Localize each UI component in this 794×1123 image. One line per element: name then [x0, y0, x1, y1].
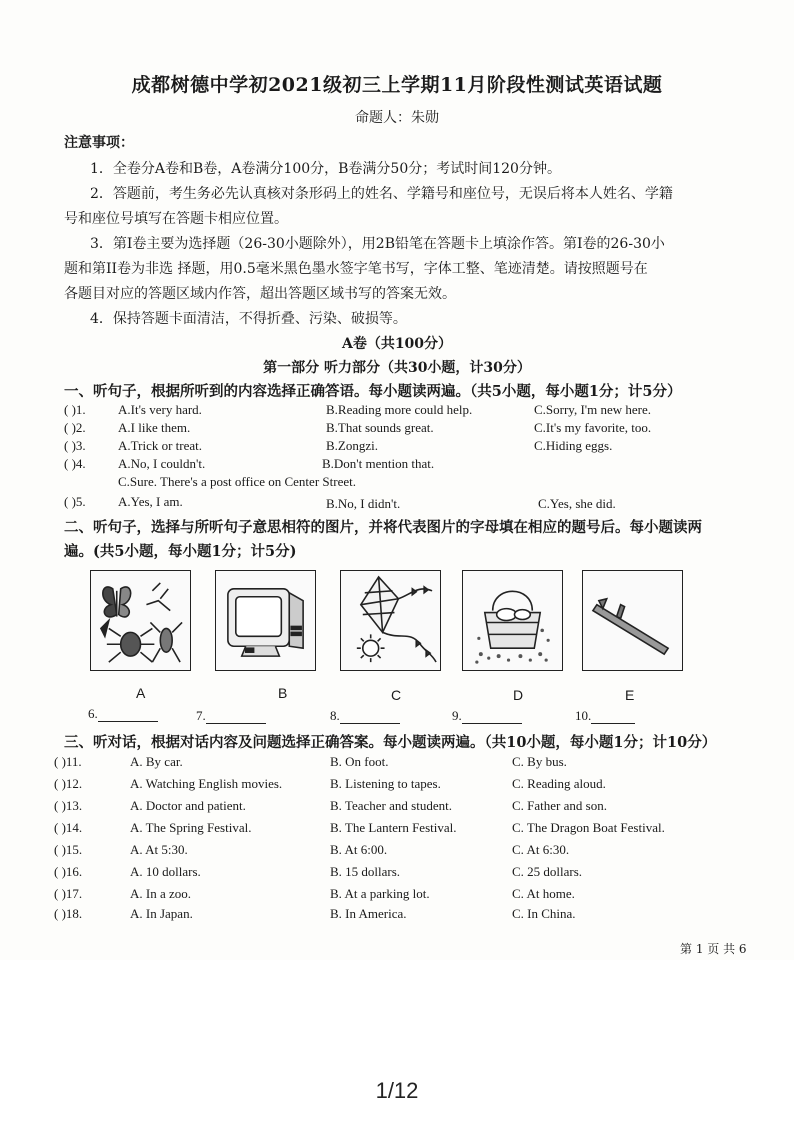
- q5-num: ( )5.: [64, 494, 86, 509]
- q12-option-b: B. Listening to tapes.: [330, 776, 441, 791]
- q14-option-c: C. The Dragon Boat Festival.: [512, 820, 665, 835]
- volume-heading: A卷（共100分）: [341, 336, 453, 352]
- blank-9-line[interactable]: [462, 709, 522, 724]
- insects-icon: [91, 571, 190, 670]
- picture-a: [90, 570, 191, 671]
- notice-heading: 注意事项：: [64, 135, 134, 151]
- blank-10-line[interactable]: [591, 709, 635, 724]
- picture-b-label: B: [278, 685, 288, 701]
- picture-a-label: A: [136, 685, 146, 701]
- section2-heading-cont: 遍。(共5小题，每小题1分；计5分): [64, 543, 297, 560]
- q2-num: ( )2.: [64, 420, 86, 435]
- q13-option-a: A. Doctor and patient.: [130, 798, 246, 813]
- q17-num: ( )17.: [54, 886, 83, 901]
- q11-num: ( )11.: [54, 754, 82, 769]
- picture-c: [340, 570, 441, 671]
- notice-item-2: 2．答题前，考生务必先认真核对条形码上的姓名、学籍号和座位号，无误后将本人姓名、学籍: [90, 186, 673, 202]
- q18-num: ( )18.: [54, 906, 83, 921]
- picture-d-label: D: [513, 687, 524, 703]
- q11-option-c: C. By bus.: [512, 754, 567, 769]
- q1-option-b: B.Reading more could help.: [326, 402, 473, 417]
- q16-option-a: A. 10 dollars.: [130, 864, 201, 879]
- q17-option-c: C. At home.: [512, 886, 575, 901]
- q1-option-c: C.Sorry, I'm new here.: [534, 402, 652, 417]
- computer-icon: [216, 571, 315, 670]
- q3-option-c: C.Hiding eggs.: [534, 438, 613, 453]
- blank-10[interactable]: [575, 708, 635, 724]
- q5-option-c: C.Yes, she did.: [538, 496, 616, 511]
- q17-option-b: B. At a parking lot.: [330, 886, 430, 901]
- section2-heading: 二、听句子，选择与所听句子意思相符的图片，并将代表图片的字母填在相应的题号后。每小题读两: [64, 519, 702, 536]
- q16-option-c: C. 25 dollars.: [512, 864, 583, 879]
- notice-item-3-cont: 题和第II卷为非选 择题，用0.5毫米黑色墨水签字笔书写，字体工整、笔迹清楚。请按照题号在: [64, 261, 648, 277]
- blank-10-num: 10.: [575, 708, 592, 723]
- q12-option-a: A. Watching English movies.: [130, 776, 283, 791]
- q3-option-b: B.Zongzi.: [326, 438, 378, 453]
- q14-num: ( )14.: [54, 820, 83, 835]
- q14-option-a: A. The Spring Festival.: [130, 820, 252, 835]
- q11-option-b: B. On foot.: [330, 754, 389, 769]
- q14-option-b: B. The Lantern Festival.: [330, 820, 457, 835]
- blank-8-num: 8.: [330, 708, 340, 723]
- blank-8-line[interactable]: [340, 709, 400, 724]
- blank-6[interactable]: [88, 706, 158, 722]
- blank-7[interactable]: [196, 708, 266, 724]
- q3-option-a: A.Trick or treat.: [118, 438, 203, 453]
- q12-option-c: C. Reading aloud.: [512, 776, 606, 791]
- setter-line: 命题人：朱勋: [355, 110, 439, 126]
- q2-option-b: B.That sounds great.: [326, 420, 434, 435]
- q13-option-b: B. Teacher and student.: [330, 798, 452, 813]
- part1-heading: 第一部分 听力部分（共30小题，计30分）: [263, 360, 531, 376]
- notice-item-1: 1．全卷分A卷和B卷，A卷满分100分，B卷满分50分；考试时间120分钟。: [90, 161, 561, 177]
- picture-d: [462, 570, 563, 671]
- notice-item-4: 4．保持答题卡面清洁，不得折叠、污染、破损等。: [90, 311, 407, 327]
- q3-num: ( )3.: [64, 438, 86, 453]
- q1-num: ( )1.: [64, 402, 86, 417]
- q12-num: ( )12.: [54, 776, 83, 791]
- q4-option-b: B.Don't mention that.: [322, 456, 435, 471]
- q4-option-a: A.No, I couldn't.: [118, 456, 206, 471]
- q15-option-a: A. At 5:30.: [130, 842, 188, 857]
- q11-option-a: A. By car.: [130, 754, 183, 769]
- section1-heading: 一、听句子，根据所听到的内容选择正确答语。每小题读两遍。（共5小题，每小题1分；计5分）: [64, 383, 682, 400]
- kite-icon: [341, 571, 440, 670]
- blank-7-num: 7.: [196, 708, 206, 723]
- q5-option-b: B.No, I didn't.: [326, 496, 401, 511]
- blank-7-line[interactable]: [206, 709, 266, 724]
- q13-num: ( )13.: [54, 798, 83, 813]
- page-indicator: 1/12: [375, 1078, 419, 1103]
- basket-icon: [463, 571, 562, 670]
- q18-option-a: A. In Japan.: [130, 906, 193, 921]
- q4-option-c: C.Sure. There's a post office on Center Street.: [118, 474, 356, 489]
- q16-num: ( )16.: [54, 864, 83, 879]
- picture-e-label: E: [625, 687, 635, 703]
- q18-option-c: C. In China.: [512, 906, 576, 921]
- stick-icon: [583, 571, 682, 670]
- q15-option-b: B. At 6:00.: [330, 842, 388, 857]
- blank-6-line[interactable]: [98, 707, 158, 722]
- q13-option-c: C. Father and son.: [512, 798, 607, 813]
- picture-b: [215, 570, 316, 671]
- q18-option-b: B. In America.: [330, 906, 407, 921]
- blank-9[interactable]: [452, 708, 522, 724]
- notice-item-3-cont2: 各题目对应的答题区域内作答，超出答题区域书写的答案无效。: [64, 286, 456, 302]
- q15-option-c: C. At 6:30.: [512, 842, 570, 857]
- q17-option-a: A. In a zoo.: [130, 886, 192, 901]
- page-title: 成都树德中学初2021级初三上学期11月阶段性测试英语试题: [131, 74, 663, 96]
- blank-6-num: 6.: [88, 706, 98, 721]
- picture-c-label: C: [391, 687, 402, 703]
- q1-option-a: A.It's very hard.: [118, 402, 202, 417]
- q4-num: ( )4.: [64, 456, 86, 471]
- page-footer: 第 1 页 共 6: [680, 942, 747, 956]
- q2-option-c: C.It's my favorite, too.: [534, 420, 652, 435]
- notice-item-3: 3．第I卷主要为选择题（26-30小题除外），用2B铅笔在答题卡上填涂作答。第I卷的26-30小: [90, 236, 665, 252]
- q15-num: ( )15.: [54, 842, 83, 857]
- q16-option-b: B. 15 dollars.: [330, 864, 401, 879]
- q5-option-a: A.Yes, I am.: [118, 494, 183, 509]
- notice-item-2-cont: 号和座位号填写在答题卡相应位置。: [64, 211, 288, 227]
- blank-8[interactable]: [330, 708, 400, 724]
- blank-9-num: 9.: [452, 708, 462, 723]
- picture-e: [582, 570, 683, 671]
- section3-heading: 三、听对话，根据对话内容及问题选择正确答案。每小题读两遍。（共10小题，每小题1分；计10分）: [64, 734, 717, 751]
- q2-option-a: A.I like them.: [118, 420, 191, 435]
